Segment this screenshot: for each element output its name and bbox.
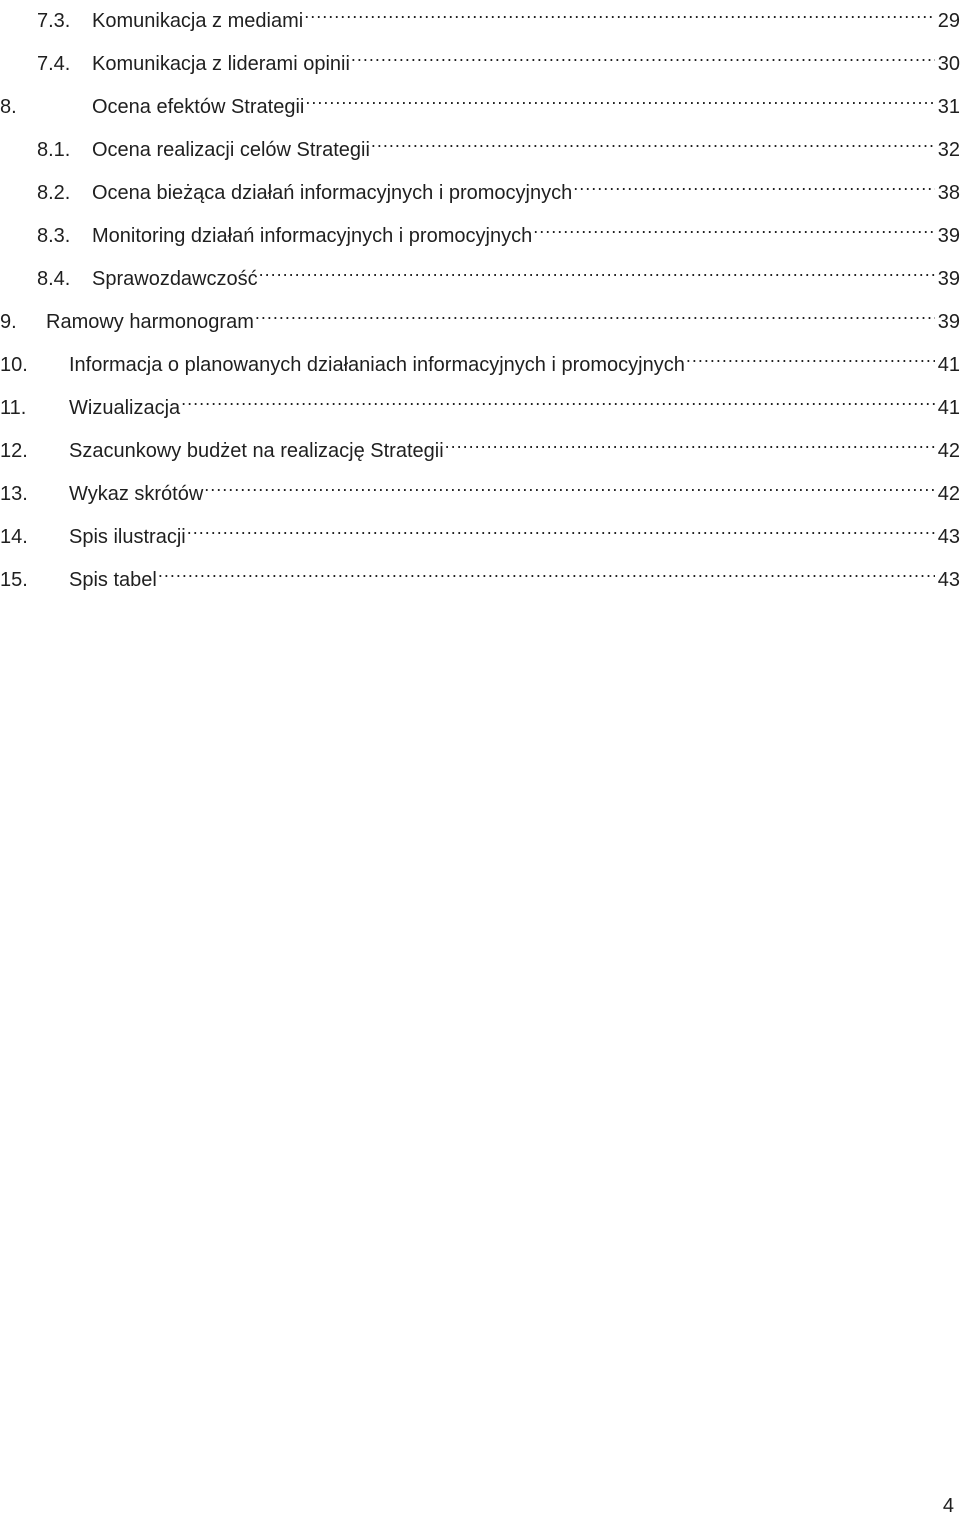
toc-entry-title: Szacunkowy budżet na realizację Strategii [69, 440, 444, 462]
toc-entry-number: 7.3. [37, 10, 71, 32]
toc-dot-leader [686, 341, 935, 371]
toc-entry-title: Spis tabel [69, 569, 157, 591]
toc-entry-page: 41 [937, 354, 960, 376]
toc-entry-number: 8.4. [37, 268, 71, 290]
toc-entry-number: 8.2. [37, 182, 71, 204]
toc-entry-page: 38 [937, 182, 960, 204]
toc-entry-title: Ocena realizacji celów Strategii [92, 139, 370, 161]
toc-entry-page: 30 [937, 53, 960, 75]
toc-entry-number: 15. [0, 569, 28, 591]
toc-entry[interactable] [0, 427, 960, 462]
toc-dot-leader [204, 470, 934, 500]
page-number: 4 [942, 1495, 954, 1517]
toc-entry[interactable] [0, 298, 960, 333]
toc-entry-page: 41 [937, 397, 960, 419]
toc-entry-number: 10. [0, 354, 28, 376]
toc-dot-leader [304, 0, 935, 27]
toc-entry-title: Komunikacja z liderami opinii [92, 53, 350, 75]
toc-entry-number: 8.1. [37, 139, 71, 161]
toc-entry[interactable] [0, 384, 960, 419]
toc-dot-leader [305, 83, 934, 113]
toc-entry-page: 42 [937, 440, 960, 462]
toc-entry-title: Wykaz skrótów [69, 483, 204, 505]
toc-entry[interactable] [0, 83, 960, 118]
toc-entry-page: 31 [937, 96, 960, 118]
toc-entry-title: Ocena efektów Strategii [92, 96, 305, 118]
toc-entry-number: 12. [0, 440, 28, 462]
toc-dot-leader [533, 212, 935, 242]
toc-entry-page: 43 [937, 526, 960, 548]
toc-entry-page: 32 [937, 139, 960, 161]
toc-dot-leader [181, 384, 935, 414]
toc-dot-leader [573, 169, 935, 199]
toc-dot-leader [187, 513, 935, 543]
toc-entry-title: Sprawozdawczość [92, 268, 258, 290]
toc-entry[interactable] [0, 212, 960, 247]
toc-entry-title: Ocena bieżąca działań informacyjnych i promocyjnych [92, 182, 573, 204]
toc-dot-leader [259, 255, 935, 285]
toc-entry-number: 13. [0, 483, 28, 505]
toc-entry[interactable] [0, 126, 960, 161]
toc-entry-number: 7.4. [37, 53, 71, 75]
toc-entry-number: 8.3. [37, 225, 71, 247]
toc-entry-number: 14. [0, 526, 28, 548]
toc-dot-leader [158, 556, 935, 586]
toc-entry-title: Spis ilustracji [69, 526, 186, 548]
toc-entry[interactable] [0, 169, 960, 204]
toc-entry-page: 42 [937, 483, 960, 505]
toc-entry-page: 39 [937, 268, 960, 290]
toc-entry[interactable] [0, 40, 960, 75]
toc-entry[interactable] [0, 470, 960, 505]
toc-entry-title: Wizualizacja [69, 397, 181, 419]
toc-entry[interactable] [0, 513, 960, 548]
toc-entry-number: 11. [0, 397, 27, 419]
toc-entry-title: Monitoring działań informacyjnych i promocyjnych [92, 225, 533, 247]
toc-dot-leader [445, 427, 935, 457]
toc-entry-page: 39 [937, 311, 960, 333]
toc-entry-title: Informacja o planowanych działaniach informacyjnych i promocyjnych [69, 354, 685, 376]
toc-entry-page: 39 [937, 225, 960, 247]
toc-entry[interactable] [0, 0, 960, 32]
toc-entry-number: 9. [0, 311, 17, 333]
toc-dot-leader [351, 40, 935, 70]
toc-entry[interactable] [0, 341, 960, 376]
toc-entry[interactable] [0, 556, 960, 591]
toc-entry-title: Ramowy harmonogram [46, 311, 254, 333]
toc-dot-leader [371, 126, 935, 156]
toc-entry-number: 8. [0, 96, 17, 118]
toc-entry-page: 43 [937, 569, 960, 591]
toc-entry[interactable] [0, 255, 960, 290]
toc-entry-page: 29 [937, 10, 960, 32]
toc-entry-title: Komunikacja z mediami [92, 10, 304, 32]
toc-dot-leader [255, 298, 935, 328]
